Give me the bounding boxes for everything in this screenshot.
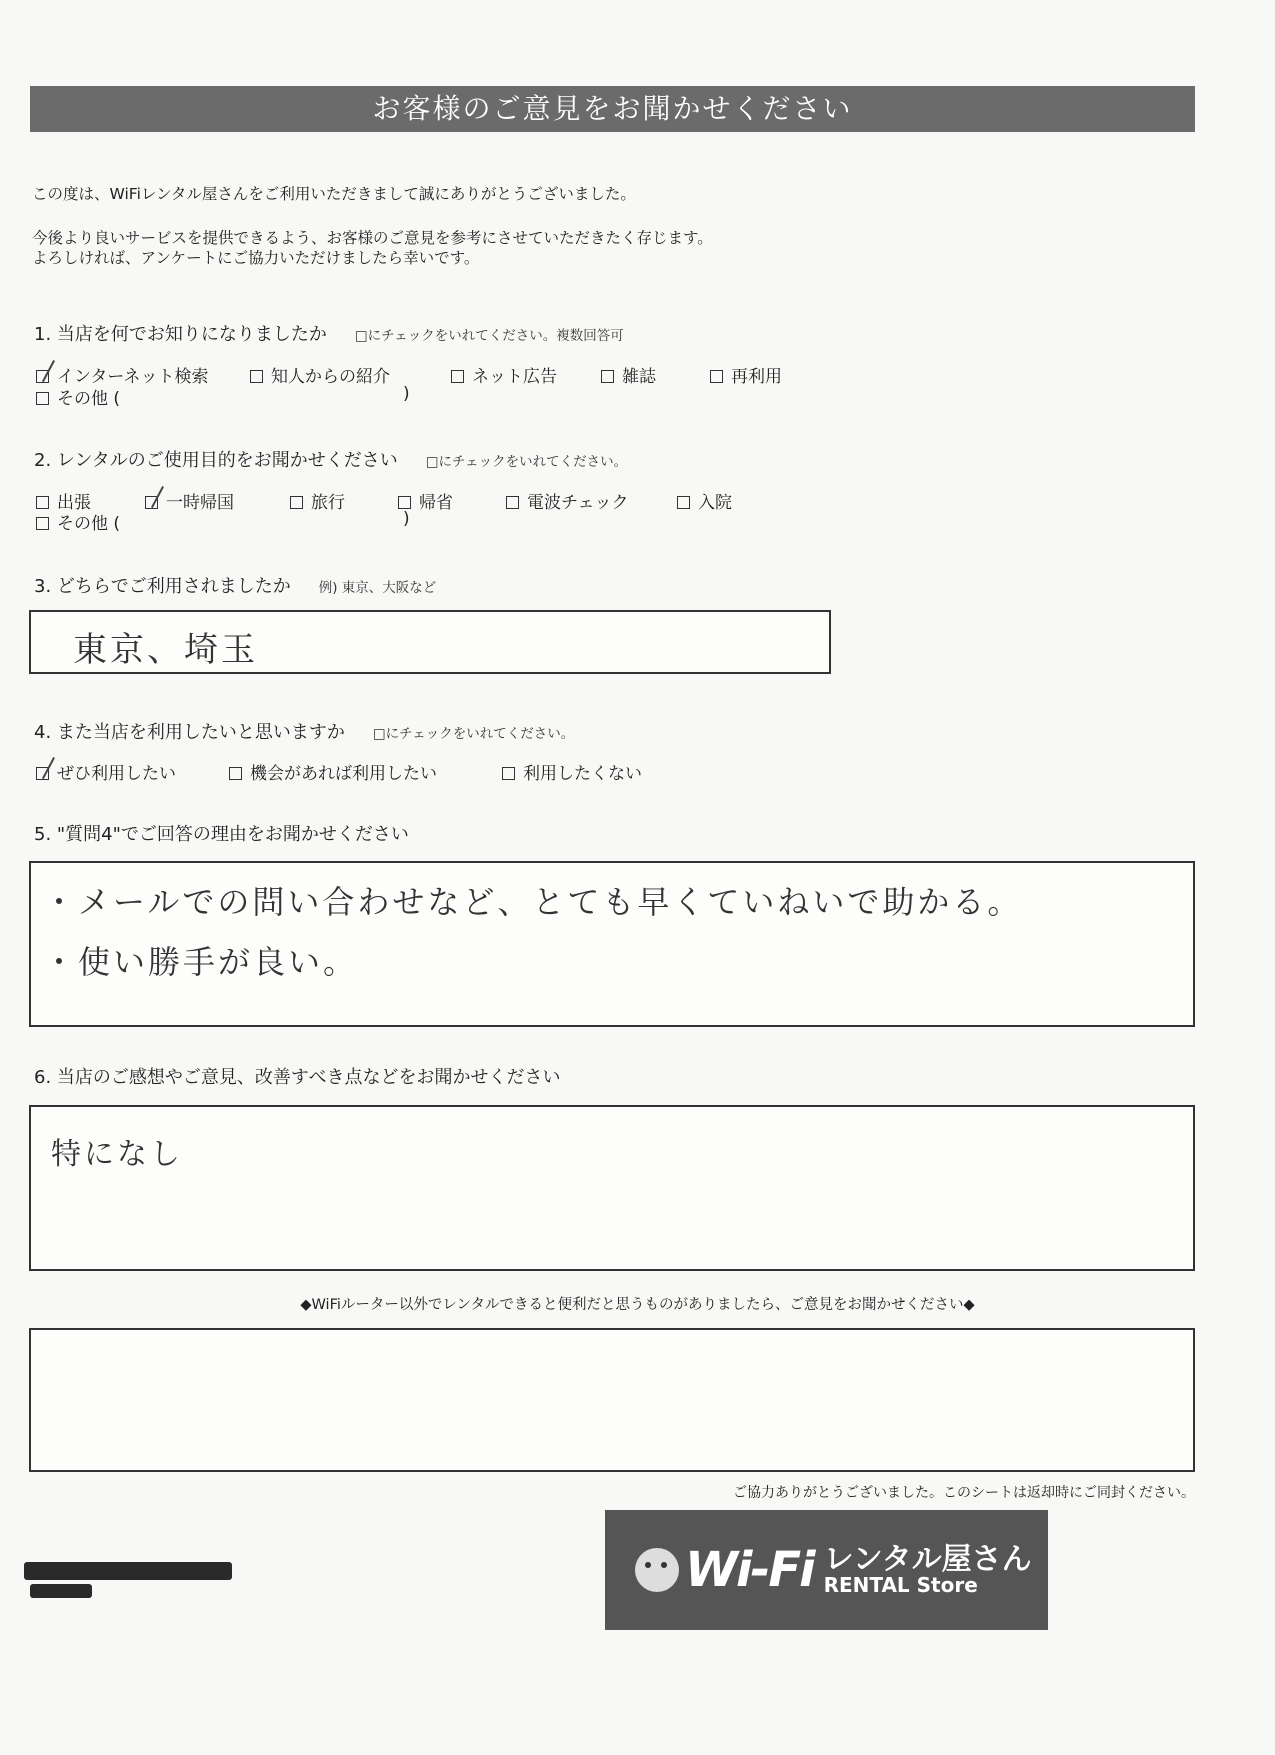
checkbox-checked[interactable] [145,496,158,509]
checkbox[interactable] [601,370,614,383]
redacted-barcode-text [24,1562,232,1580]
extra-answer-field[interactable] [29,1328,1195,1472]
q2-option-label: 入院 [698,493,732,513]
redacted-code [30,1584,92,1598]
q4-option-1[interactable] [36,759,176,784]
q1-other-close: ) [403,384,410,404]
q1-note: □にチェックをいれてください。複数回答可 [354,328,624,344]
q1-option-label: ネット広告 [472,367,557,387]
q2-other-label: その他 ( [57,514,121,534]
q2-option-label: 帰省 [419,493,453,513]
q4-option-label: ぜひ利用したい [57,764,176,784]
q1-option-label: 再利用 [731,367,782,387]
q1-option-other[interactable] [36,384,120,409]
checkbox[interactable] [398,496,411,509]
q2-option-3[interactable] [290,488,345,513]
q4-note: □にチェックをいれてください。 [372,726,575,742]
checkbox-checked[interactable] [36,370,49,383]
mascot-icon [635,1548,679,1592]
logo-wifi-text: Wi-Fi [685,1542,814,1598]
checkbox[interactable] [229,767,242,780]
q1-option-label: 雑誌 [622,367,656,387]
checkbox[interactable] [710,370,723,383]
q4-title [34,718,574,744]
q2-option-label: 旅行 [311,493,345,513]
q2-title [34,446,627,472]
q1-option-4[interactable] [601,362,656,387]
q4-option-3[interactable] [502,759,642,784]
q1-option-label: インターネット検索 [57,367,209,387]
checkbox[interactable] [250,370,263,383]
q3-note: 例) 東京、大阪など [318,580,437,596]
q2-option-5[interactable] [506,488,629,513]
checkbox[interactable] [506,496,519,509]
checkbox[interactable] [36,496,49,509]
q5-answer-field[interactable] [29,861,1195,1027]
q2-option-other[interactable] [36,509,120,534]
intro-line-1: この度は、WiFiレンタル屋さんをご利用いただきまして誠にありがとうございました。 [32,185,636,203]
q5-title: 5. "質問4"でご回答の理由をお聞かせください [34,824,409,845]
q2-option-6[interactable] [677,488,732,513]
checkbox[interactable] [502,767,515,780]
q1-option-label: 知人からの紹介 [271,367,390,387]
q3-handwritten-answer: 東京、埼玉 [73,630,258,670]
logo-en-text: RENTAL Store [823,1573,978,1598]
q6-answer-field[interactable] [29,1105,1195,1271]
q4-title-text: 4. また当店を利用したいと思いますか [34,722,345,743]
q3-answer-field[interactable] [29,610,831,674]
checkbox[interactable] [451,370,464,383]
intro-line-2: 今後より良いサービスを提供できるよう、お客様のご意見を参考にさせていただきたく存じます。 [32,229,713,247]
q4-option-label: 利用したくない [523,764,642,784]
q2-option-label: 電波チェック [527,493,629,513]
q2-title-text: 2. レンタルのご使用目的をお聞かせください [34,450,398,471]
q1-option-3[interactable] [451,362,557,387]
intro-line-3: よろしければ、アンケートにご協力いただけましたら幸いです。 [32,249,480,267]
wifi-rental-logo [605,1510,1048,1630]
q6-handwritten-answer: 特になし [51,1137,183,1172]
q3-title-text: 3. どちらでご利用されましたか [34,576,291,597]
q1-other-label: その他 ( [57,389,121,409]
q6-title: 6. 当店のご感想やご意見、改善すべき点などをお聞かせください [34,1067,561,1088]
q2-note: □にチェックをいれてください。 [425,454,628,470]
q1-title [34,320,624,346]
q5-handwritten-line-1: ・メールでの問い合わせなど、とても早くていねいで助かる。 [43,883,1023,921]
q3-title [34,572,436,598]
logo-jp-text: レンタル屋さん [823,1541,1032,1577]
extra-question-title: ◆WiFiルーター以外でレンタルできると便利だと思うものがありましたら、ご意見をお聞かせください◆ [300,1297,975,1313]
q2-other-close: ) [403,509,410,529]
checkbox[interactable] [677,496,690,509]
q4-option-label: 機会があれば利用したい [250,764,437,784]
q2-option-label: 出張 [57,493,91,513]
q5-handwritten-line-2: ・使い勝手が良い。 [43,943,359,981]
q1-option-2[interactable] [250,362,390,387]
q1-option-5[interactable] [710,362,782,387]
checkbox[interactable] [36,517,49,530]
q1-title-text: 1. 当店を何でお知りになりましたか [34,324,327,345]
checkbox-checked[interactable] [36,767,49,780]
checkbox[interactable] [290,496,303,509]
q2-option-label: 一時帰国 [166,493,234,513]
q4-option-2[interactable] [229,759,437,784]
thanks-note: ご協力ありがとうございました。このシートは返却時にご同封ください。 [733,1485,1195,1501]
q2-option-2[interactable] [145,488,234,513]
page-title: お客様のご意見をお聞かせください [30,86,1195,132]
checkbox[interactable] [36,392,49,405]
